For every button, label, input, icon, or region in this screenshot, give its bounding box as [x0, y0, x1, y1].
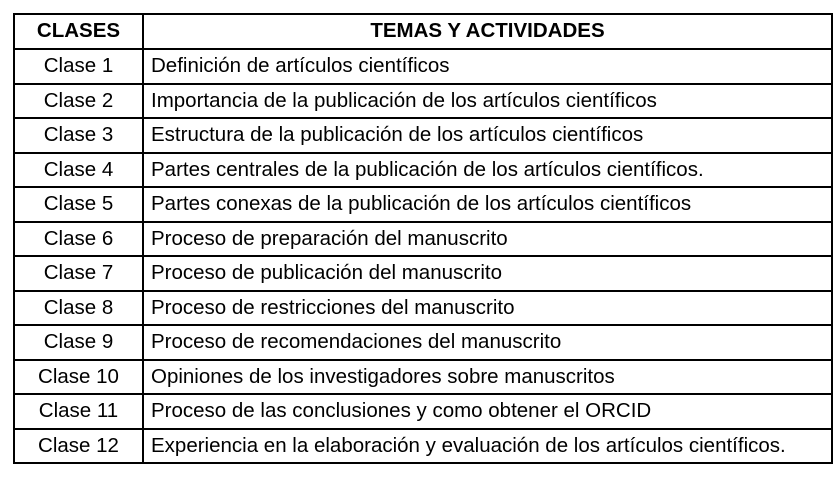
table-body	[14, 49, 832, 463]
table-row	[14, 153, 832, 188]
clase-cell: Clase 4	[14, 153, 143, 188]
table-row	[14, 360, 832, 395]
table-row	[14, 325, 832, 360]
tema-cell: Importancia de la publicación de los artículos científicos	[143, 84, 832, 119]
clase-cell: Clase 1	[14, 49, 143, 84]
tema-cell: Experiencia en la elaboración y evaluación de los artículos científicos.	[143, 429, 832, 464]
clase-cell: Clase 5	[14, 187, 143, 222]
tema-cell: Proceso de recomendaciones del manuscrito	[143, 325, 832, 360]
table-row	[14, 118, 832, 153]
table-row	[14, 394, 832, 429]
tema-cell: Proceso de publicación del manuscrito	[143, 256, 832, 291]
clase-cell: Clase 8	[14, 291, 143, 326]
table-row	[14, 429, 832, 464]
tema-cell: Partes conexas de la publicación de los artículos científicos	[143, 187, 832, 222]
clase-cell: Clase 10	[14, 360, 143, 395]
header-temas-y-actividades: TEMAS Y ACTIVIDADES	[143, 14, 832, 49]
tema-cell: Proceso de restricciones del manuscrito	[143, 291, 832, 326]
table-row	[14, 49, 832, 84]
tema-cell: Opiniones de los investigadores sobre manuscritos	[143, 360, 832, 395]
tema-cell: Proceso de las conclusiones y como obtener el ORCID	[143, 394, 832, 429]
clase-cell: Clase 6	[14, 222, 143, 257]
tema-cell: Proceso de preparación del manuscrito	[143, 222, 832, 257]
clase-cell: Clase 2	[14, 84, 143, 119]
class-schedule-table	[13, 13, 833, 464]
tema-cell: Partes centrales de la publicación de los artículos científicos.	[143, 153, 832, 188]
tema-cell: Estructura de la publicación de los artículos científicos	[143, 118, 832, 153]
table-row	[14, 84, 832, 119]
header-clases: CLASES	[14, 14, 143, 49]
header-row	[14, 14, 832, 49]
table-row	[14, 187, 832, 222]
table-row	[14, 291, 832, 326]
table-row	[14, 222, 832, 257]
table-header	[14, 14, 832, 49]
table-row	[14, 256, 832, 291]
clase-cell: Clase 9	[14, 325, 143, 360]
clase-cell: Clase 7	[14, 256, 143, 291]
tema-cell: Definición de artículos científicos	[143, 49, 832, 84]
clase-cell: Clase 3	[14, 118, 143, 153]
clase-cell: Clase 11	[14, 394, 143, 429]
clase-cell: Clase 12	[14, 429, 143, 464]
